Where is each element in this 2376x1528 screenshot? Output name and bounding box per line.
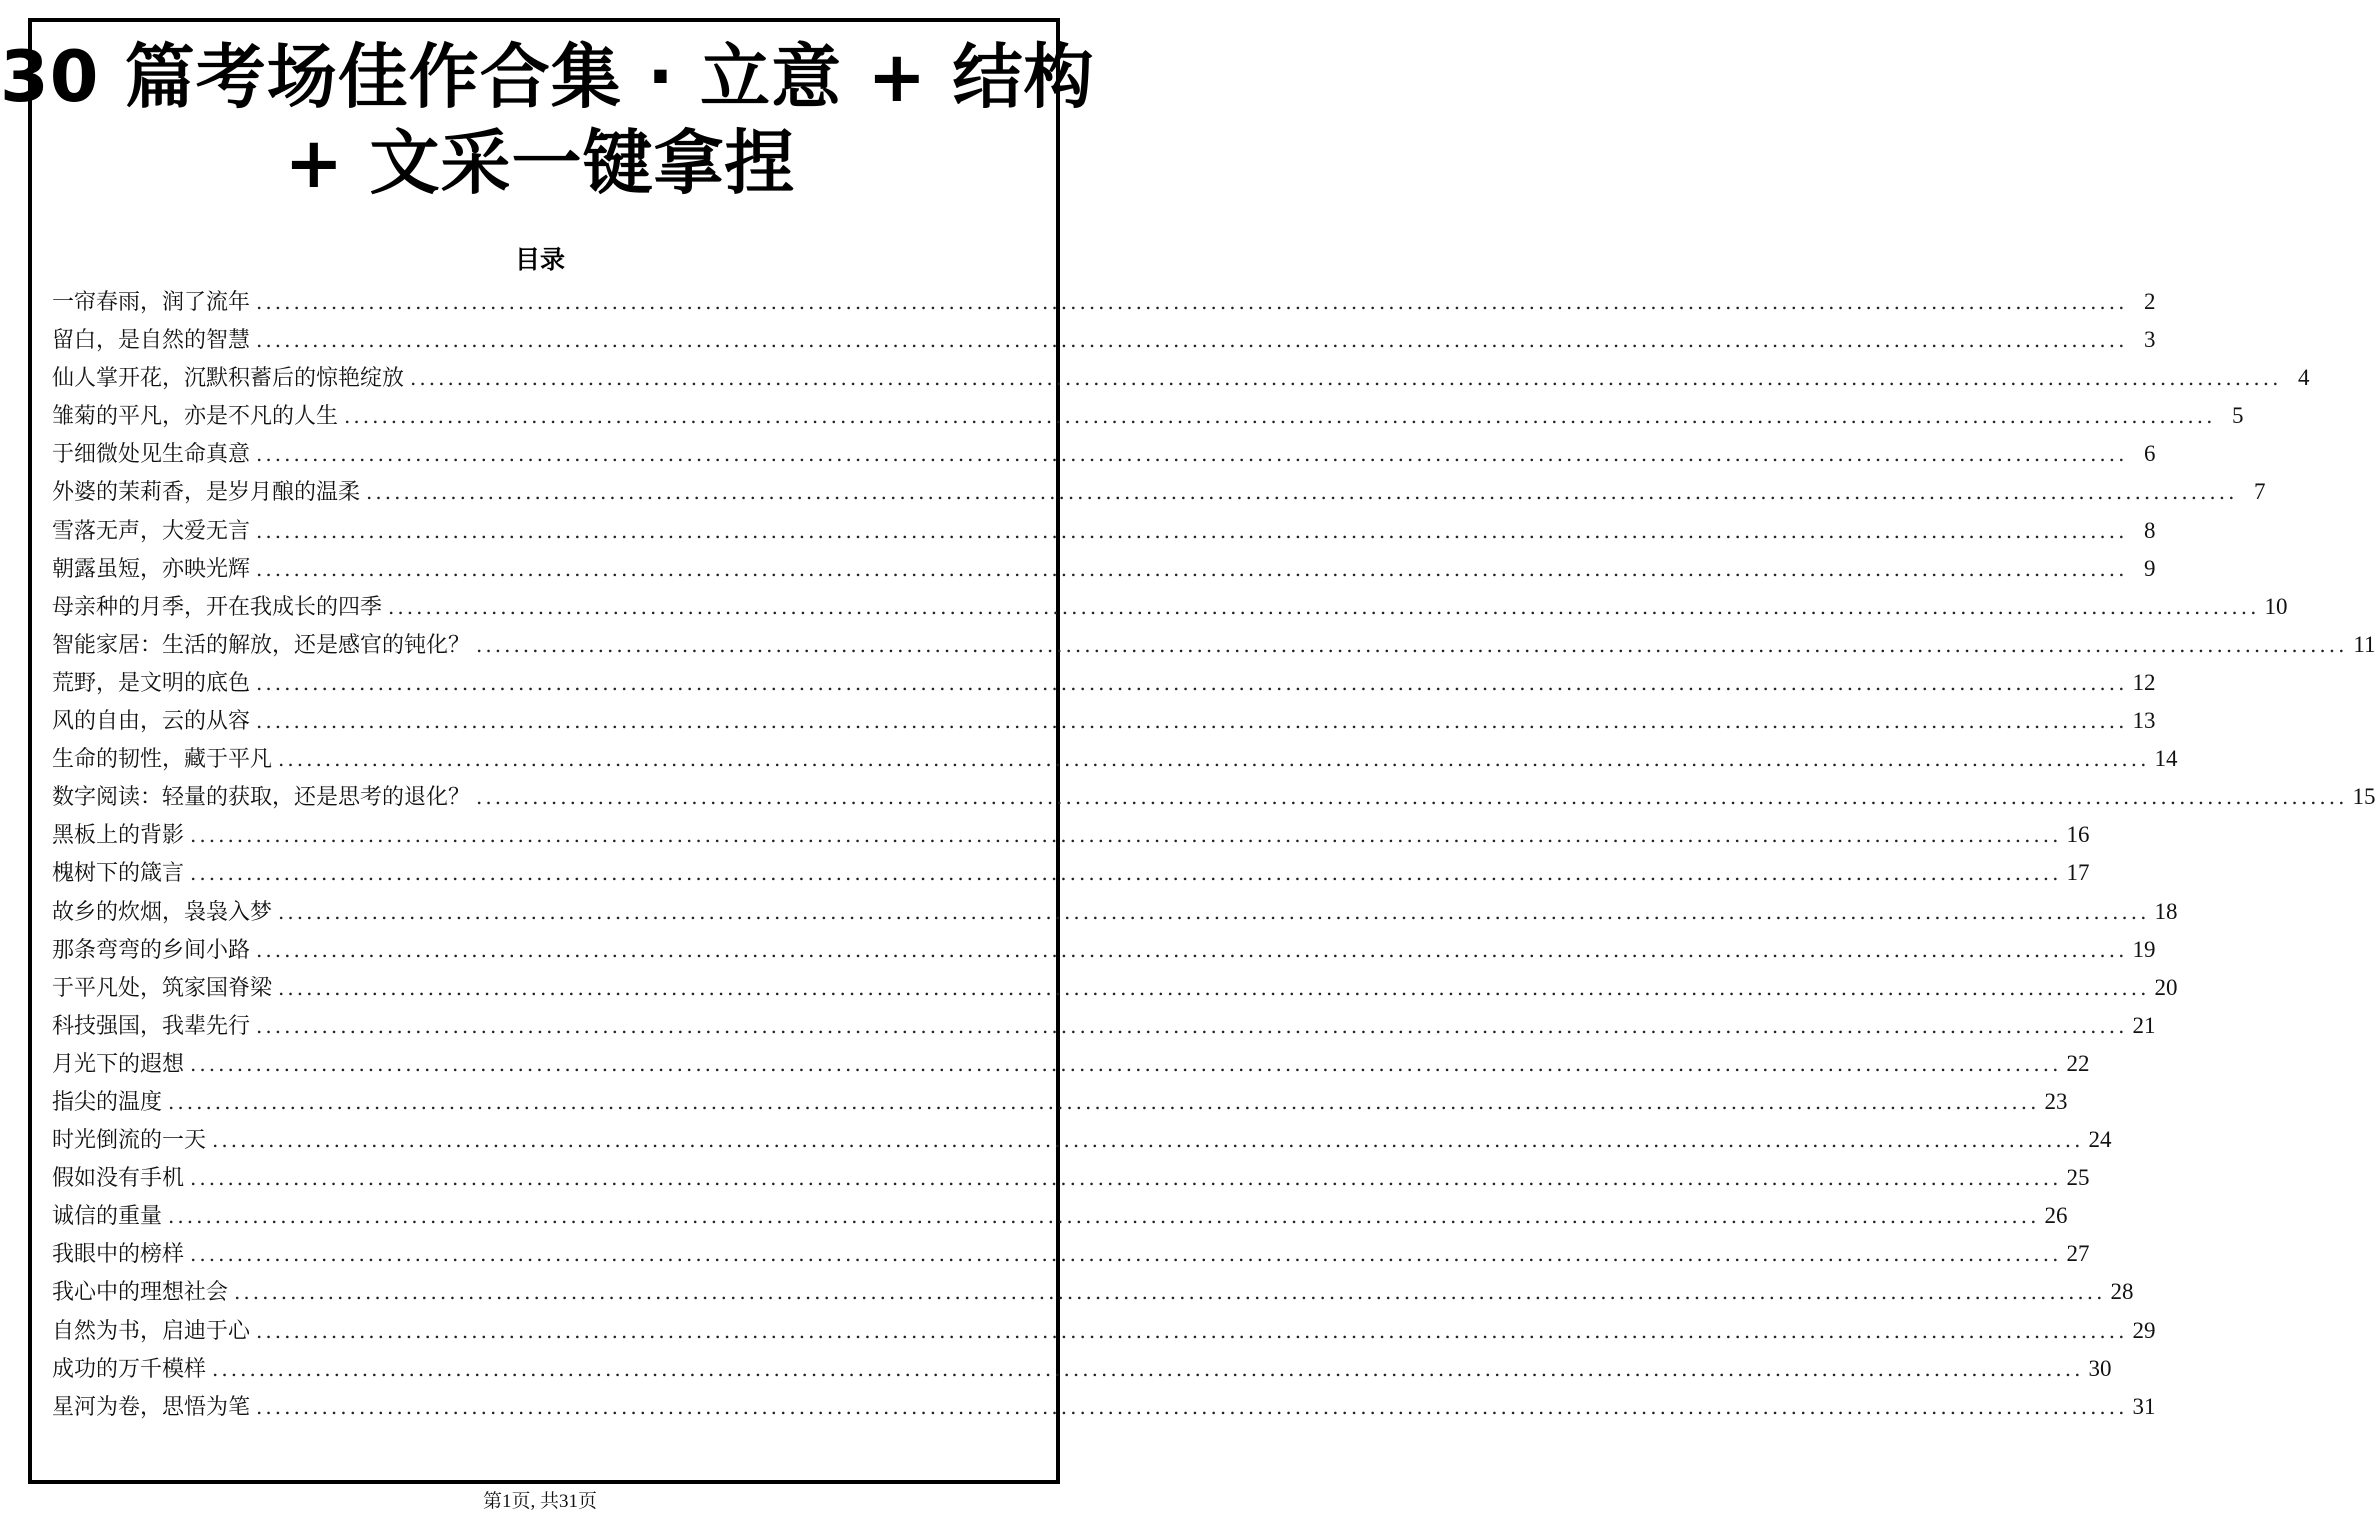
toc-entry-page-number: 9 (2144, 555, 2156, 581)
toc-entry-title: 科技强国，我辈先行 (52, 1013, 251, 1039)
toc-dot-leader: ........................................................................................................................................................................................................ (168, 1204, 2040, 1229)
toc-entry[interactable] (52, 285, 2156, 323)
toc-entry[interactable] (52, 1085, 2068, 1123)
toc-entry-page-number: 25 (2066, 1165, 2090, 1191)
toc-entry-title: 雪落无声，大爱无言 (52, 518, 251, 544)
toc-entry[interactable] (52, 780, 2376, 818)
document-title (0, 34, 1095, 206)
toc-entry-page-number: 4 (2298, 365, 2310, 391)
toc-entry[interactable] (52, 856, 2090, 894)
toc-entry[interactable] (52, 323, 2156, 361)
toc-dot-leader: ........................................................................................................................................................................................................ (256, 670, 2128, 695)
toc-dot-leader: ........................................................................................................................................................................................................ (190, 823, 2062, 848)
toc-entry[interactable] (52, 1275, 2134, 1313)
toc-entry[interactable] (52, 895, 2178, 933)
toc-entry-title: 我眼中的榜样 (52, 1242, 185, 1268)
toc-entry-title: 我心中的理想社会 (52, 1280, 229, 1306)
toc-entry[interactable] (52, 1199, 2068, 1237)
toc-dot-leader: ........................................................................................................................................................................................................ (256, 1394, 2128, 1419)
toc-entry-title: 指尖的温度 (52, 1089, 163, 1115)
toc-entry-page-number: 23 (2044, 1088, 2068, 1114)
toc-entry-title: 一帘春雨，润了流年 (52, 290, 251, 315)
toc-entry[interactable] (52, 1161, 2090, 1199)
toc-entry-page-number: 29 (2132, 1317, 2156, 1343)
toc-entry-title: 故乡的炊烟，袅袅入梦 (52, 899, 273, 925)
toc-dot-leader: ........................................................................................................................................................................................................ (256, 442, 2128, 467)
toc-entry-title: 外婆的茉莉香，是岁月酿的温柔 (52, 480, 361, 506)
toc-entry-title: 星河为卷，思悟为笔 (52, 1394, 251, 1420)
toc-dot-leader: ........................................................................................................................................................................................................ (476, 632, 2348, 657)
toc-entry-title: 智能家居：生活的解放，还是感官的钝化？ (52, 632, 471, 658)
toc-entry-title: 假如没有手机 (52, 1166, 185, 1192)
toc-entry-title: 成功的万千模样 (52, 1356, 207, 1382)
toc-dot-leader: ........................................................................................................................................................................................................ (190, 1242, 2062, 1267)
toc-entry-title: 槐树下的箴言 (52, 861, 185, 887)
page-footer: 第1页, 共31页 (482, 1491, 597, 1512)
document-title-line-2: + 文采一键拿捏 (284, 122, 796, 204)
toc-dot-leader: ........................................................................................................................................................................................................ (256, 290, 2128, 314)
toc-dot-leader: ........................................................................................................................................................................................................ (168, 1089, 2040, 1114)
toc-entry-page-number: 12 (2132, 669, 2156, 695)
toc-entry-page-number: 22 (2066, 1050, 2090, 1076)
toc-entry[interactable] (52, 1314, 2156, 1352)
toc-dot-leader: ........................................................................................................................................................................................................ (278, 899, 2150, 924)
toc-dot-leader: ........................................................................................................................................................................................................ (410, 366, 2282, 391)
toc-entry-title: 留白，是自然的智慧 (52, 328, 251, 354)
toc-entry-title: 月光下的遐想 (52, 1051, 185, 1077)
toc-entry[interactable] (52, 1009, 2156, 1047)
toc-entry[interactable] (52, 971, 2178, 1009)
toc-dot-leader: ........................................................................................................................................................................................................ (388, 594, 2260, 619)
toc-entry-title: 那条弯弯的乡间小路 (52, 937, 251, 963)
toc-entry[interactable] (52, 399, 2244, 437)
toc-entry[interactable] (52, 933, 2156, 971)
toc-entry[interactable] (52, 704, 2156, 742)
toc-dot-leader: ........................................................................................................................................................................................................ (256, 709, 2128, 734)
toc-dot-leader: ........................................................................................................................................................................................................ (344, 404, 2216, 429)
toc-entry-page-number: 30 (2088, 1355, 2112, 1381)
toc-entry-title: 母亲种的月季，开在我成长的四季 (52, 594, 383, 620)
toc-entry-page-number: 26 (2044, 1203, 2068, 1229)
toc-entry-page-number: 14 (2154, 746, 2178, 772)
toc-entry-page-number: 10 (2264, 593, 2288, 619)
toc-entry[interactable] (52, 1352, 2112, 1390)
toc-entry[interactable] (52, 666, 2156, 704)
toc-entry-title: 生命的韧性，藏于平凡 (52, 747, 273, 773)
toc-entry-title: 数字阅读：轻量的获取，还是思考的退化？ (52, 785, 471, 811)
toc-entry-page-number: 21 (2132, 1012, 2156, 1038)
table-of-contents (52, 285, 2376, 1428)
toc-dot-leader: ........................................................................................................................................................................................................ (234, 1280, 2106, 1305)
toc-dot-leader: ........................................................................................................................................................................................................ (256, 1318, 2128, 1343)
toc-entry-page-number: 19 (2132, 936, 2156, 962)
toc-dot-leader: ........................................................................................................................................................................................................ (190, 861, 2062, 886)
toc-entry-title: 仙人掌开花，沉默积蓄后的惊艳绽放 (52, 366, 405, 392)
toc-entry[interactable] (52, 552, 2156, 590)
toc-entry-page-number: 17 (2066, 860, 2090, 886)
toc-entry-title: 黑板上的背影 (52, 823, 185, 849)
toc-dot-leader: ........................................................................................................................................................................................................ (256, 328, 2128, 353)
toc-entry-page-number: 28 (2110, 1279, 2134, 1305)
toc-dot-leader: ........................................................................................................................................................................................................ (190, 1166, 2062, 1191)
toc-heading: 目录 (514, 245, 565, 274)
toc-entry-title: 于细微处见生命真意 (52, 442, 251, 468)
toc-entry-page-number: 20 (2154, 974, 2178, 1000)
toc-entry-page-number: 7 (2254, 479, 2266, 505)
toc-entry-title: 诚信的重量 (52, 1204, 163, 1230)
toc-entry[interactable] (52, 628, 2376, 666)
toc-dot-leader: ........................................................................................................................................................................................................ (278, 975, 2150, 1000)
toc-entry-page-number: 13 (2132, 708, 2156, 734)
toc-dot-leader: ........................................................................................................................................................................................................ (256, 1013, 2128, 1038)
toc-entry-page-number: 6 (2144, 441, 2156, 467)
toc-entry-page-number: 8 (2144, 517, 2156, 543)
toc-dot-leader: ........................................................................................................................................................................................................ (190, 1051, 2062, 1076)
toc-entry-page-number: 15 (2352, 784, 2376, 810)
toc-entry-page-number: 31 (2132, 1393, 2156, 1419)
toc-entry-page-number: 3 (2144, 327, 2156, 353)
toc-entry[interactable] (52, 818, 2090, 856)
toc-entry-title: 自然为书，启迪于心 (52, 1318, 251, 1344)
toc-entry[interactable] (52, 475, 2266, 513)
toc-entry[interactable] (52, 1237, 2090, 1275)
toc-dot-leader: ........................................................................................................................................................................................................ (476, 785, 2348, 810)
toc-dot-leader: ........................................................................................................................................................................................................ (212, 1356, 2084, 1381)
toc-entry[interactable] (52, 437, 2156, 475)
toc-entry[interactable] (52, 1123, 2112, 1161)
toc-entry-title: 荒野，是文明的底色 (52, 670, 251, 696)
toc-dot-leader: ........................................................................................................................................................................................................ (278, 747, 2150, 772)
toc-entry[interactable] (52, 514, 2156, 552)
toc-entry[interactable] (52, 1047, 2090, 1085)
toc-entry[interactable] (52, 361, 2310, 399)
toc-entry[interactable] (52, 590, 2288, 628)
toc-entry-page-number: 27 (2066, 1241, 2090, 1267)
toc-entry-page-number: 24 (2088, 1127, 2112, 1153)
toc-entry-title: 雏菊的平凡，亦是不凡的人生 (52, 404, 339, 430)
toc-entry-page-number: 5 (2232, 403, 2244, 429)
document-title-line-1: 30 篇考场佳作合集 · 立意 + 结构 (0, 36, 1095, 118)
toc-dot-leader: ........................................................................................................................................................................................................ (256, 556, 2128, 581)
toc-dot-leader: ........................................................................................................................................................................................................ (256, 518, 2128, 543)
toc-dot-leader: ........................................................................................................................................................................................................ (256, 937, 2128, 962)
toc-entry-page-number: 18 (2154, 898, 2178, 924)
toc-entry-title: 朝露虽短，亦映光辉 (52, 556, 251, 582)
toc-entry[interactable] (52, 1390, 2156, 1428)
toc-entry-page-number: 11 (2353, 631, 2376, 657)
toc-entry[interactable] (52, 742, 2178, 780)
toc-dot-leader: ........................................................................................................................................................................................................ (212, 1128, 2084, 1153)
toc-entry-page-number: 2 (2144, 289, 2156, 314)
toc-entry-title: 于平凡处，筑家国脊梁 (52, 975, 273, 1001)
toc-dot-leader: ........................................................................................................................................................................................................ (366, 480, 2238, 505)
toc-entry-title: 风的自由，云的从容 (52, 709, 251, 735)
toc-entry-title: 时光倒流的一天 (52, 1128, 207, 1154)
toc-entry-page-number: 16 (2066, 822, 2090, 848)
